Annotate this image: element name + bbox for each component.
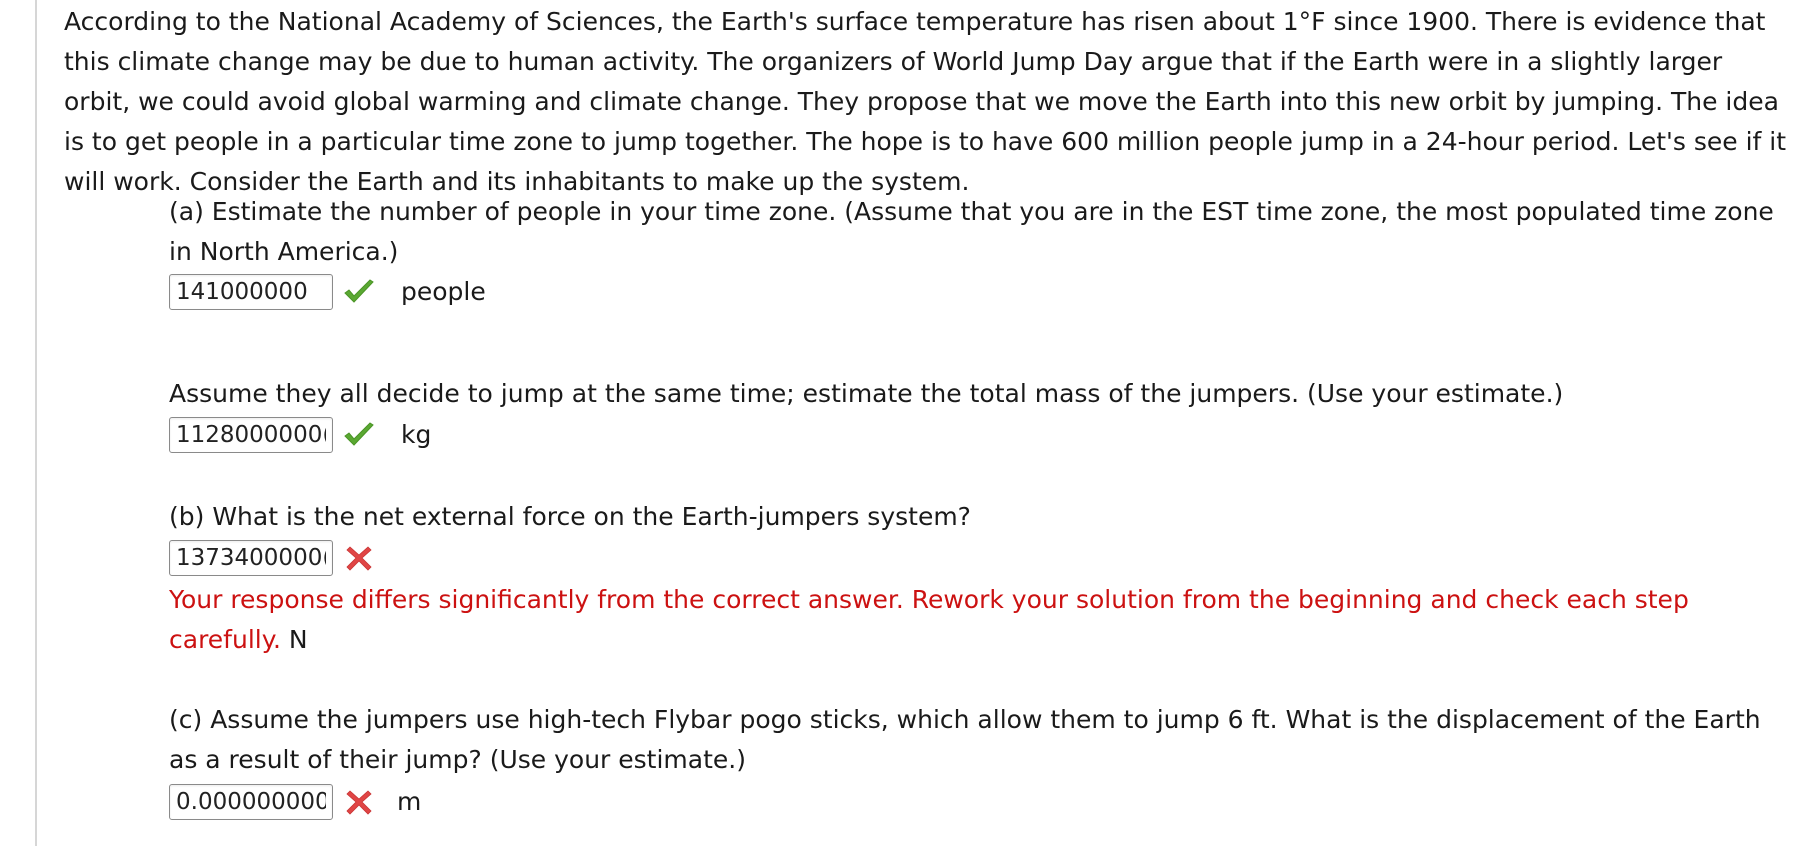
part-a-answer-row: [169, 271, 1796, 313]
part-b-feedback: Your response differs significantly from the correct answer. Rework your solution from the beginning and check each step carefully.: [169, 585, 1689, 654]
part-b-feedback-line: [169, 580, 1796, 660]
part-c: [169, 700, 1796, 823]
part-a-answer-input[interactable]: [169, 274, 333, 310]
part-b-answer-row: [169, 537, 1796, 579]
part-b-question: (b) What is the net external force on the Earth-jumpers system?: [169, 502, 971, 531]
x-mark-icon: [341, 784, 377, 820]
part-a-question: (a) Estimate the number of people in your time zone. (Assume that you are in the EST time zone, the most populated time zone in North America.): [169, 197, 1774, 266]
part-b-unit: N: [288, 625, 308, 654]
part-a-unit: people: [401, 277, 486, 306]
left-border: [35, 0, 37, 846]
part-a2-answer-row: [169, 414, 1796, 456]
part-c-answer-row: [169, 781, 1796, 823]
problem-intro: According to the National Academy of Sciences, the Earth's surface temperature has risen about 1°F since 1900. There is evidence that this climate change may be due to human activity. The organizers of World Jump Day argue that if the Earth were in a slightly larger orbit, we could avoid global warming and climate change. They propose that we move the Earth into this new orbit by jumping. The idea is to get people in a particular time zone to jump together. The hope is to have 600 million people jump in a 24-hour period. Let's see if it will work. Consider the Earth and its inhabitants to make up the system.: [64, 7, 1787, 196]
part-a2-question: Assume they all decide to jump at the same time; estimate the total mass of the jumpers. (Use your estimate.): [169, 379, 1564, 408]
part-a2: [169, 374, 1796, 456]
checkmark-icon: [341, 417, 377, 453]
part-b: [169, 497, 1796, 660]
part-b-answer-input[interactable]: [169, 540, 333, 576]
x-mark-icon: [341, 540, 377, 576]
part-a2-answer-input[interactable]: [169, 417, 333, 453]
part-c-question: (c) Assume the jumpers use high-tech Flybar pogo sticks, which allow them to jump 6 ft. What is the displacement of the Earth as a result of their jump? (Use your estimate.): [169, 705, 1761, 774]
part-c-answer-input[interactable]: [169, 784, 333, 820]
part-a2-unit: kg: [401, 420, 432, 449]
checkmark-icon: [341, 274, 377, 310]
part-c-unit: m: [397, 787, 422, 816]
part-a: [169, 192, 1796, 313]
